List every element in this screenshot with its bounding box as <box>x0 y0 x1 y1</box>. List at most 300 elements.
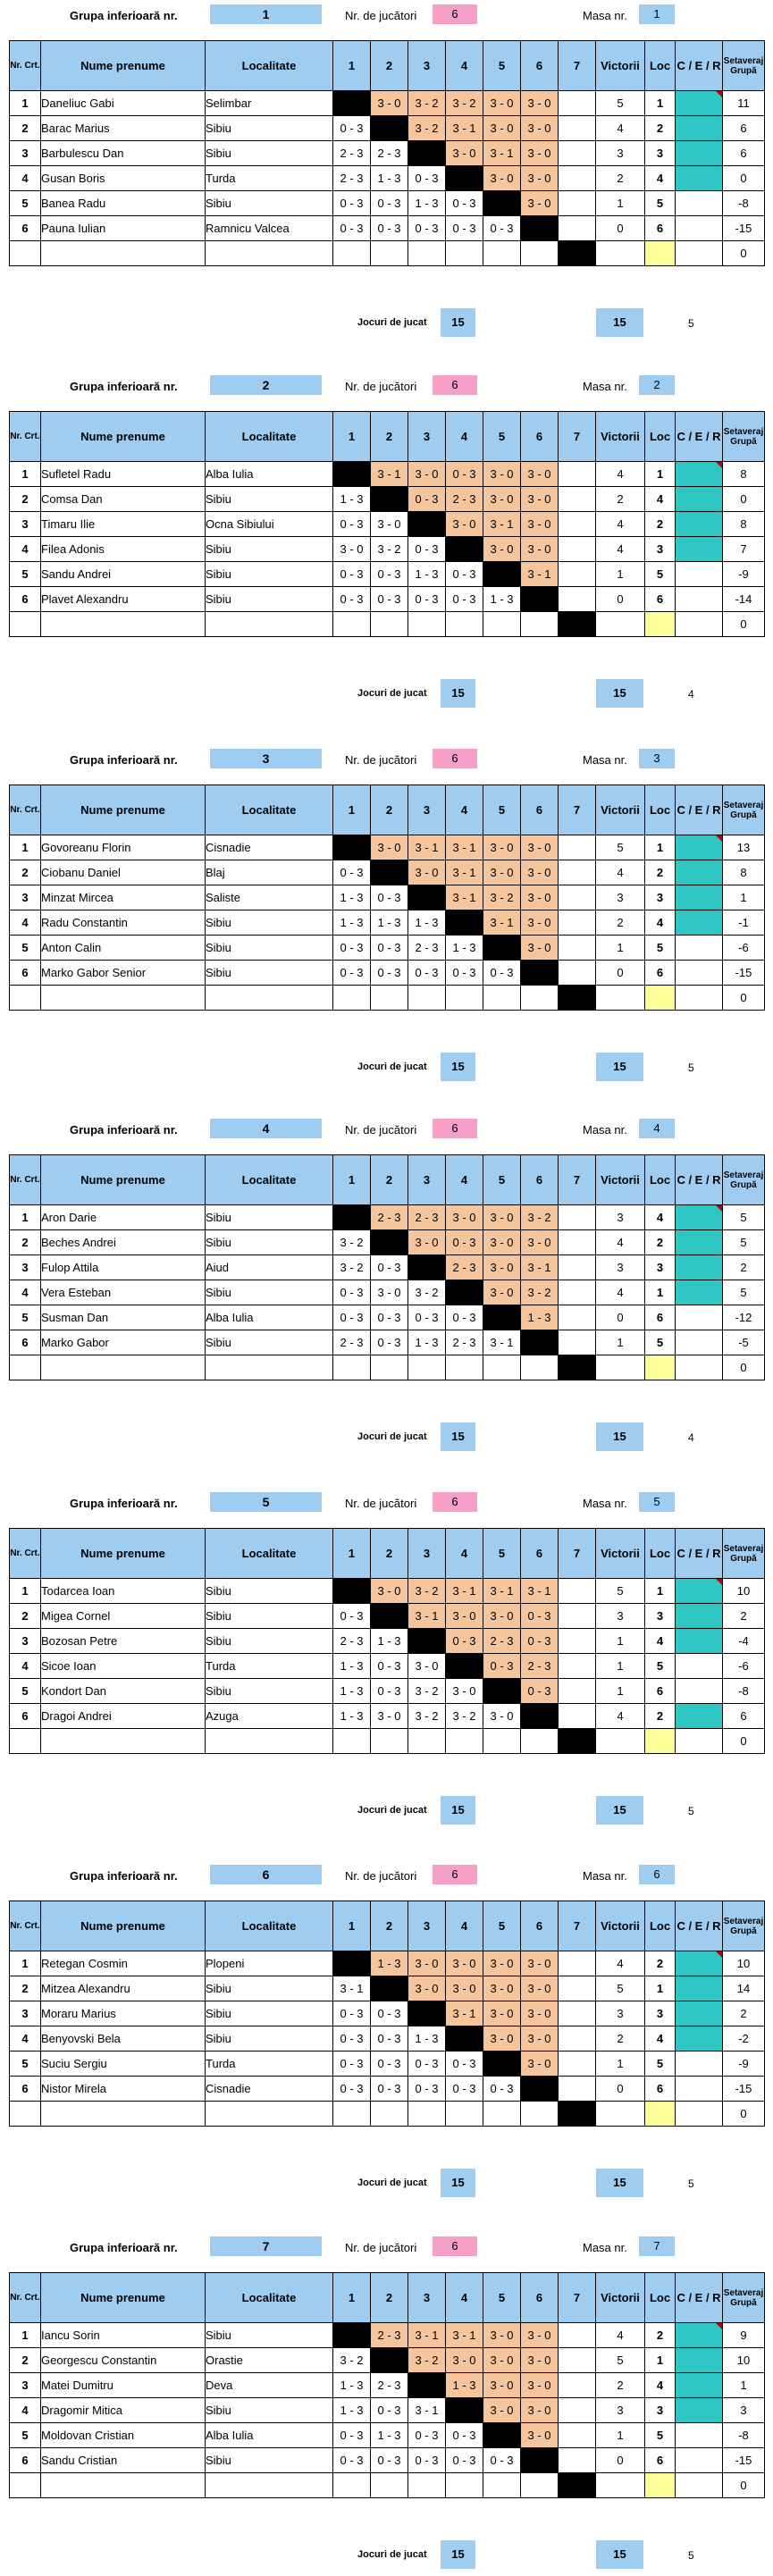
match-score[interactable]: 0 - 3 <box>333 2448 371 2473</box>
match-score[interactable] <box>333 2102 371 2127</box>
player-city[interactable] <box>206 2473 333 2498</box>
match-score[interactable]: 0 - 3 <box>446 191 483 216</box>
player-name[interactable]: Todarcea Ioan <box>41 1579 206 1604</box>
match-score[interactable] <box>521 2102 559 2127</box>
match-score[interactable] <box>559 1305 596 1330</box>
match-score[interactable]: 3 - 0 <box>483 537 521 562</box>
match-score[interactable]: 3 - 0 <box>483 1704 521 1729</box>
match-score[interactable]: 2 - 3 <box>371 141 408 166</box>
match-score[interactable] <box>446 241 483 266</box>
match-score[interactable] <box>559 191 596 216</box>
match-score[interactable] <box>446 166 483 191</box>
match-score[interactable]: 0 - 3 <box>333 216 371 241</box>
player-city[interactable]: Cisnadie <box>206 2077 333 2102</box>
match-score[interactable]: 0 - 3 <box>371 216 408 241</box>
place-cell[interactable] <box>645 1729 676 1754</box>
player-name[interactable]: Matei Dumitru <box>41 2373 206 2398</box>
match-score[interactable]: 3 - 0 <box>408 1976 446 2001</box>
match-score[interactable]: 3 - 0 <box>521 512 559 537</box>
player-name[interactable]: Migea Cornel <box>41 1604 206 1629</box>
match-score[interactable] <box>521 1330 559 1355</box>
match-score[interactable] <box>559 512 596 537</box>
match-score[interactable] <box>333 986 371 1011</box>
match-score[interactable] <box>333 1205 371 1230</box>
cer-cell[interactable] <box>676 116 723 141</box>
place-cell[interactable]: 6 <box>645 961 676 986</box>
match-score[interactable]: 1 - 3 <box>408 910 446 936</box>
match-score[interactable]: 0 - 3 <box>333 2423 371 2448</box>
table-number[interactable]: 5 <box>639 1492 675 1512</box>
match-score[interactable] <box>483 2423 521 2448</box>
cer-cell[interactable] <box>676 587 723 612</box>
match-score[interactable] <box>559 2473 596 2498</box>
match-score[interactable]: 3 - 0 <box>521 116 559 141</box>
player-city[interactable] <box>206 1355 333 1380</box>
group-number[interactable]: 1 <box>210 4 322 24</box>
player-name[interactable]: Anton Calin <box>41 936 206 961</box>
match-score[interactable]: 3 - 2 <box>521 1205 559 1230</box>
place-cell[interactable] <box>645 2102 676 2127</box>
match-score[interactable] <box>408 2473 446 2498</box>
match-score[interactable] <box>521 612 559 637</box>
match-score[interactable]: 3 - 0 <box>521 166 559 191</box>
match-score[interactable] <box>559 587 596 612</box>
match-score[interactable]: 3 - 0 <box>483 1976 521 2001</box>
match-score[interactable] <box>559 2052 596 2077</box>
place-cell[interactable]: 4 <box>645 910 676 936</box>
match-score[interactable] <box>446 986 483 1011</box>
match-score[interactable] <box>559 961 596 986</box>
match-score[interactable]: 0 - 3 <box>446 462 483 487</box>
match-score[interactable]: 3 - 2 <box>483 885 521 910</box>
place-cell[interactable]: 5 <box>645 2423 676 2448</box>
cer-cell[interactable] <box>676 2398 723 2423</box>
match-score[interactable]: 3 - 2 <box>333 2348 371 2373</box>
cer-cell[interactable] <box>676 1729 723 1754</box>
match-score[interactable]: 0 - 3 <box>446 1629 483 1654</box>
match-score[interactable] <box>559 537 596 562</box>
group-number[interactable]: 6 <box>210 1865 322 1884</box>
match-score[interactable]: 2 - 3 <box>483 1629 521 1654</box>
match-score[interactable] <box>408 1355 446 1380</box>
player-name[interactable]: Timaru Ilie <box>41 512 206 537</box>
match-score[interactable] <box>371 2473 408 2498</box>
match-score[interactable]: 0 - 3 <box>521 1629 559 1654</box>
match-score[interactable] <box>559 1255 596 1280</box>
cer-cell[interactable] <box>676 537 723 562</box>
match-score[interactable]: 0 - 3 <box>446 216 483 241</box>
place-cell[interactable] <box>645 1355 676 1380</box>
player-city[interactable]: Sibiu <box>206 116 333 141</box>
match-score[interactable]: 0 - 3 <box>446 2077 483 2102</box>
match-score[interactable] <box>559 910 596 936</box>
match-score[interactable] <box>559 1654 596 1679</box>
player-name[interactable]: Nistor Mirela <box>41 2077 206 2102</box>
match-score[interactable]: 3 - 2 <box>408 1579 446 1604</box>
match-score[interactable] <box>483 2473 521 2498</box>
match-score[interactable] <box>408 1629 446 1654</box>
player-name[interactable]: Dragomir Mitica <box>41 2398 206 2423</box>
cer-cell[interactable] <box>676 1355 723 1380</box>
match-score[interactable]: 0 - 3 <box>333 116 371 141</box>
match-score[interactable]: 3 - 0 <box>521 910 559 936</box>
player-city[interactable]: Turda <box>206 1654 333 1679</box>
cer-cell[interactable] <box>676 1629 723 1654</box>
match-score[interactable]: 1 - 3 <box>408 191 446 216</box>
match-score[interactable]: 3 - 0 <box>446 1976 483 2001</box>
match-score[interactable]: 2 - 3 <box>333 166 371 191</box>
match-score[interactable]: 3 - 0 <box>483 166 521 191</box>
place-cell[interactable]: 4 <box>645 2373 676 2398</box>
match-score[interactable]: 1 - 3 <box>408 2026 446 2052</box>
player-city[interactable] <box>206 986 333 1011</box>
match-score[interactable]: 0 - 3 <box>333 562 371 587</box>
match-score[interactable] <box>559 1205 596 1230</box>
player-city[interactable]: Sibiu <box>206 1330 333 1355</box>
match-score[interactable] <box>559 2323 596 2348</box>
match-score[interactable] <box>559 2348 596 2373</box>
match-score[interactable]: 1 - 3 <box>333 910 371 936</box>
player-city[interactable]: Sibiu <box>206 1629 333 1654</box>
match-score[interactable]: 0 - 3 <box>371 1305 408 1330</box>
table-number[interactable]: 4 <box>639 1119 675 1138</box>
match-score[interactable]: 3 - 0 <box>483 1280 521 1305</box>
match-score[interactable] <box>483 986 521 1011</box>
match-score[interactable] <box>559 462 596 487</box>
match-score[interactable] <box>446 910 483 936</box>
player-name[interactable]: Radu Constantin <box>41 910 206 936</box>
match-score[interactable] <box>371 116 408 141</box>
match-score[interactable]: 2 - 3 <box>371 2373 408 2398</box>
cer-cell[interactable] <box>676 1654 723 1679</box>
match-score[interactable]: 0 - 3 <box>371 1654 408 1679</box>
place-cell[interactable]: 3 <box>645 2398 676 2423</box>
match-score[interactable]: 3 - 0 <box>408 462 446 487</box>
match-score[interactable] <box>408 141 446 166</box>
match-score[interactable]: 1 - 3 <box>333 1704 371 1729</box>
player-city[interactable] <box>206 2102 333 2127</box>
match-score[interactable]: 0 - 3 <box>446 2423 483 2448</box>
match-score[interactable] <box>559 936 596 961</box>
match-score[interactable]: 3 - 0 <box>521 537 559 562</box>
place-cell[interactable]: 6 <box>645 2077 676 2102</box>
match-score[interactable]: 2 - 3 <box>446 1330 483 1355</box>
player-city[interactable]: Azuga <box>206 1704 333 1729</box>
match-score[interactable]: 2 - 3 <box>371 1205 408 1230</box>
match-score[interactable]: 0 - 3 <box>446 587 483 612</box>
match-score[interactable] <box>521 986 559 1011</box>
match-score[interactable]: 3 - 1 <box>483 141 521 166</box>
match-score[interactable] <box>559 1951 596 1976</box>
match-score[interactable] <box>521 241 559 266</box>
player-name[interactable] <box>41 2473 206 2498</box>
cer-cell[interactable] <box>676 1255 723 1280</box>
match-score[interactable]: 3 - 0 <box>483 91 521 116</box>
match-score[interactable] <box>483 241 521 266</box>
player-name[interactable]: Sicoe Ioan <box>41 1654 206 1679</box>
player-city[interactable]: Sibiu <box>206 910 333 936</box>
match-score[interactable]: 0 - 3 <box>408 1305 446 1330</box>
match-score[interactable] <box>333 1729 371 1754</box>
match-score[interactable] <box>333 1579 371 1604</box>
place-cell[interactable]: 2 <box>645 512 676 537</box>
player-city[interactable]: Sibiu <box>206 2398 333 2423</box>
match-score[interactable] <box>521 2473 559 2498</box>
match-score[interactable] <box>483 2102 521 2127</box>
player-name[interactable] <box>41 1729 206 1754</box>
player-name[interactable]: Comsa Dan <box>41 487 206 512</box>
player-name[interactable]: Moraru Marius <box>41 2001 206 2026</box>
match-score[interactable] <box>446 612 483 637</box>
match-score[interactable]: 0 - 3 <box>371 1330 408 1355</box>
cer-cell[interactable] <box>676 2423 723 2448</box>
player-name[interactable]: Banea Radu <box>41 191 206 216</box>
players-count[interactable]: 6 <box>433 2236 477 2256</box>
player-city[interactable]: Saliste <box>206 885 333 910</box>
match-score[interactable] <box>408 986 446 1011</box>
match-score[interactable]: 3 - 1 <box>446 835 483 860</box>
match-score[interactable]: 0 - 3 <box>483 1654 521 1679</box>
match-score[interactable]: 0 - 3 <box>408 166 446 191</box>
cer-cell[interactable] <box>676 2077 723 2102</box>
match-score[interactable]: 3 - 0 <box>408 1654 446 1679</box>
match-score[interactable]: 2 - 3 <box>408 936 446 961</box>
match-score[interactable]: 3 - 0 <box>371 91 408 116</box>
match-score[interactable]: 3 - 1 <box>483 1579 521 1604</box>
match-score[interactable]: 0 - 3 <box>446 2448 483 2473</box>
match-score[interactable]: 3 - 0 <box>483 1205 521 1230</box>
match-score[interactable]: 3 - 0 <box>521 2373 559 2398</box>
match-score[interactable]: 3 - 0 <box>371 512 408 537</box>
player-name[interactable]: Fulop Attila <box>41 1255 206 1280</box>
match-score[interactable]: 3 - 0 <box>521 936 559 961</box>
match-score[interactable]: 3 - 0 <box>371 1280 408 1305</box>
match-score[interactable] <box>333 462 371 487</box>
player-city[interactable] <box>206 612 333 637</box>
match-score[interactable] <box>408 2102 446 2127</box>
match-score[interactable] <box>559 116 596 141</box>
match-score[interactable]: 0 - 3 <box>333 191 371 216</box>
match-score[interactable]: 3 - 1 <box>371 462 408 487</box>
player-city[interactable]: Deva <box>206 2373 333 2398</box>
match-score[interactable] <box>559 2001 596 2026</box>
player-name[interactable]: Benyovski Bela <box>41 2026 206 2052</box>
cer-cell[interactable] <box>676 562 723 587</box>
match-score[interactable]: 3 - 0 <box>333 537 371 562</box>
place-cell[interactable]: 5 <box>645 191 676 216</box>
match-score[interactable]: 3 - 0 <box>521 462 559 487</box>
match-score[interactable]: 3 - 1 <box>333 1976 371 2001</box>
match-score[interactable]: 3 - 2 <box>333 1230 371 1255</box>
player-name[interactable] <box>41 241 206 266</box>
match-score[interactable]: 0 - 3 <box>333 587 371 612</box>
match-score[interactable]: 0 - 3 <box>371 936 408 961</box>
match-score[interactable] <box>559 216 596 241</box>
cer-cell[interactable] <box>676 512 723 537</box>
match-score[interactable] <box>559 835 596 860</box>
match-score[interactable]: 0 - 3 <box>333 936 371 961</box>
player-name[interactable]: Moldovan Cristian <box>41 2423 206 2448</box>
place-cell[interactable]: 6 <box>645 216 676 241</box>
player-city[interactable]: Selimbar <box>206 91 333 116</box>
player-name[interactable]: Govoreanu Florin <box>41 835 206 860</box>
player-city[interactable]: Sibiu <box>206 562 333 587</box>
match-score[interactable]: 3 - 0 <box>483 116 521 141</box>
match-score[interactable]: 0 - 3 <box>483 216 521 241</box>
match-score[interactable]: 3 - 0 <box>371 1704 408 1729</box>
player-city[interactable]: Sibiu <box>206 587 333 612</box>
match-score[interactable] <box>483 612 521 637</box>
match-score[interactable] <box>333 612 371 637</box>
player-name[interactable]: Vera Esteban <box>41 1280 206 1305</box>
match-score[interactable]: 0 - 3 <box>333 1604 371 1629</box>
group-number[interactable]: 4 <box>210 1119 322 1138</box>
match-score[interactable] <box>446 2473 483 2498</box>
match-score[interactable]: 0 - 3 <box>333 2052 371 2077</box>
player-name[interactable]: Georgescu Constantin <box>41 2348 206 2373</box>
match-score[interactable]: 3 - 2 <box>446 91 483 116</box>
player-city[interactable]: Orastie <box>206 2348 333 2373</box>
match-score[interactable]: 3 - 1 <box>483 512 521 537</box>
match-score[interactable] <box>371 1355 408 1380</box>
match-score[interactable] <box>483 191 521 216</box>
match-score[interactable] <box>408 1729 446 1754</box>
match-score[interactable]: 3 - 0 <box>521 835 559 860</box>
cer-cell[interactable] <box>676 2052 723 2077</box>
match-score[interactable] <box>408 512 446 537</box>
match-score[interactable] <box>483 1305 521 1330</box>
player-name[interactable] <box>41 612 206 637</box>
match-score[interactable] <box>521 2077 559 2102</box>
place-cell[interactable]: 5 <box>645 1330 676 1355</box>
match-score[interactable]: 1 - 3 <box>483 587 521 612</box>
match-score[interactable]: 0 - 3 <box>408 2423 446 2448</box>
match-score[interactable] <box>446 2026 483 2052</box>
match-score[interactable] <box>333 91 371 116</box>
match-score[interactable]: 3 - 0 <box>483 1951 521 1976</box>
match-score[interactable]: 0 - 3 <box>521 1679 559 1704</box>
match-score[interactable]: 3 - 2 <box>408 1679 446 1704</box>
place-cell[interactable]: 2 <box>645 1230 676 1255</box>
match-score[interactable]: 0 - 3 <box>333 961 371 986</box>
match-score[interactable]: 0 - 3 <box>408 487 446 512</box>
match-score[interactable]: 0 - 3 <box>371 1255 408 1280</box>
cer-cell[interactable] <box>676 910 723 936</box>
match-score[interactable]: 3 - 0 <box>408 1951 446 1976</box>
match-score[interactable] <box>446 1280 483 1305</box>
match-score[interactable]: 3 - 0 <box>483 487 521 512</box>
match-score[interactable]: 1 - 3 <box>408 562 446 587</box>
cer-cell[interactable] <box>676 1305 723 1330</box>
match-score[interactable]: 0 - 3 <box>446 1230 483 1255</box>
match-score[interactable]: 3 - 0 <box>483 2323 521 2348</box>
match-score[interactable]: 2 - 3 <box>333 1330 371 1355</box>
place-cell[interactable]: 3 <box>645 141 676 166</box>
player-name[interactable]: Sufletel Radu <box>41 462 206 487</box>
match-score[interactable]: 2 - 3 <box>333 141 371 166</box>
cer-cell[interactable] <box>676 216 723 241</box>
table-number[interactable]: 7 <box>639 2236 675 2256</box>
match-score[interactable]: 3 - 1 <box>483 1330 521 1355</box>
player-city[interactable]: Alba Iulia <box>206 1305 333 1330</box>
match-score[interactable]: 1 - 3 <box>333 2398 371 2423</box>
cer-cell[interactable] <box>676 612 723 637</box>
player-name[interactable]: Pauna Iulian <box>41 216 206 241</box>
match-score[interactable]: 1 - 3 <box>333 1654 371 1679</box>
player-name[interactable] <box>41 986 206 1011</box>
match-score[interactable] <box>559 1330 596 1355</box>
match-score[interactable]: 0 - 3 <box>408 2077 446 2102</box>
match-score[interactable] <box>521 1729 559 1754</box>
player-name[interactable]: Beches Andrei <box>41 1230 206 1255</box>
player-city[interactable]: Sibiu <box>206 537 333 562</box>
players-count[interactable]: 6 <box>433 375 477 395</box>
match-score[interactable]: 3 - 2 <box>408 1704 446 1729</box>
player-city[interactable]: Sibiu <box>206 2026 333 2052</box>
match-score[interactable] <box>559 141 596 166</box>
match-score[interactable] <box>408 612 446 637</box>
cer-cell[interactable] <box>676 2102 723 2127</box>
match-score[interactable]: 1 - 3 <box>333 2373 371 2398</box>
player-city[interactable]: Sibiu <box>206 1230 333 1255</box>
match-score[interactable] <box>559 166 596 191</box>
cer-cell[interactable] <box>676 241 723 266</box>
match-score[interactable] <box>333 2473 371 2498</box>
player-name[interactable]: Marko Gabor Senior <box>41 961 206 986</box>
match-score[interactable] <box>521 216 559 241</box>
player-name[interactable]: Marko Gabor <box>41 1330 206 1355</box>
match-score[interactable] <box>333 2323 371 2348</box>
players-count[interactable]: 6 <box>433 749 477 768</box>
match-score[interactable]: 3 - 0 <box>483 1604 521 1629</box>
cer-cell[interactable] <box>676 1579 723 1604</box>
match-score[interactable]: 3 - 1 <box>483 910 521 936</box>
match-score[interactable]: 0 - 3 <box>483 961 521 986</box>
match-score[interactable] <box>333 241 371 266</box>
match-score[interactable] <box>446 1729 483 1754</box>
table-number[interactable]: 1 <box>639 4 675 24</box>
place-cell[interactable]: 2 <box>645 116 676 141</box>
player-name[interactable]: Barac Marius <box>41 116 206 141</box>
match-score[interactable]: 0 - 3 <box>408 216 446 241</box>
match-score[interactable]: 3 - 0 <box>521 141 559 166</box>
match-score[interactable] <box>371 986 408 1011</box>
match-score[interactable]: 0 - 3 <box>408 2448 446 2473</box>
match-score[interactable]: 0 - 3 <box>408 2052 446 2077</box>
match-score[interactable]: 3 - 0 <box>521 2348 559 2373</box>
player-name[interactable]: Filea Adonis <box>41 537 206 562</box>
cer-cell[interactable] <box>676 2473 723 2498</box>
match-score[interactable]: 0 - 3 <box>333 1305 371 1330</box>
match-score[interactable]: 1 - 3 <box>333 487 371 512</box>
match-score[interactable] <box>559 2077 596 2102</box>
player-city[interactable]: Ramnicu Valcea <box>206 216 333 241</box>
cer-cell[interactable] <box>676 1205 723 1230</box>
place-cell[interactable] <box>645 2473 676 2498</box>
match-score[interactable] <box>333 1355 371 1380</box>
player-city[interactable]: Ocna Sibiului <box>206 512 333 537</box>
match-score[interactable]: 3 - 1 <box>408 1604 446 1629</box>
match-score[interactable]: 3 - 0 <box>446 1205 483 1230</box>
player-name[interactable]: Plavet Alexandru <box>41 587 206 612</box>
match-score[interactable] <box>408 2373 446 2398</box>
match-score[interactable] <box>371 487 408 512</box>
player-city[interactable]: Sibiu <box>206 1579 333 1604</box>
match-score[interactable]: 1 - 3 <box>371 1951 408 1976</box>
player-city[interactable]: Sibiu <box>206 2448 333 2473</box>
player-name[interactable]: Minzat Mircea <box>41 885 206 910</box>
place-cell[interactable]: 3 <box>645 2001 676 2026</box>
